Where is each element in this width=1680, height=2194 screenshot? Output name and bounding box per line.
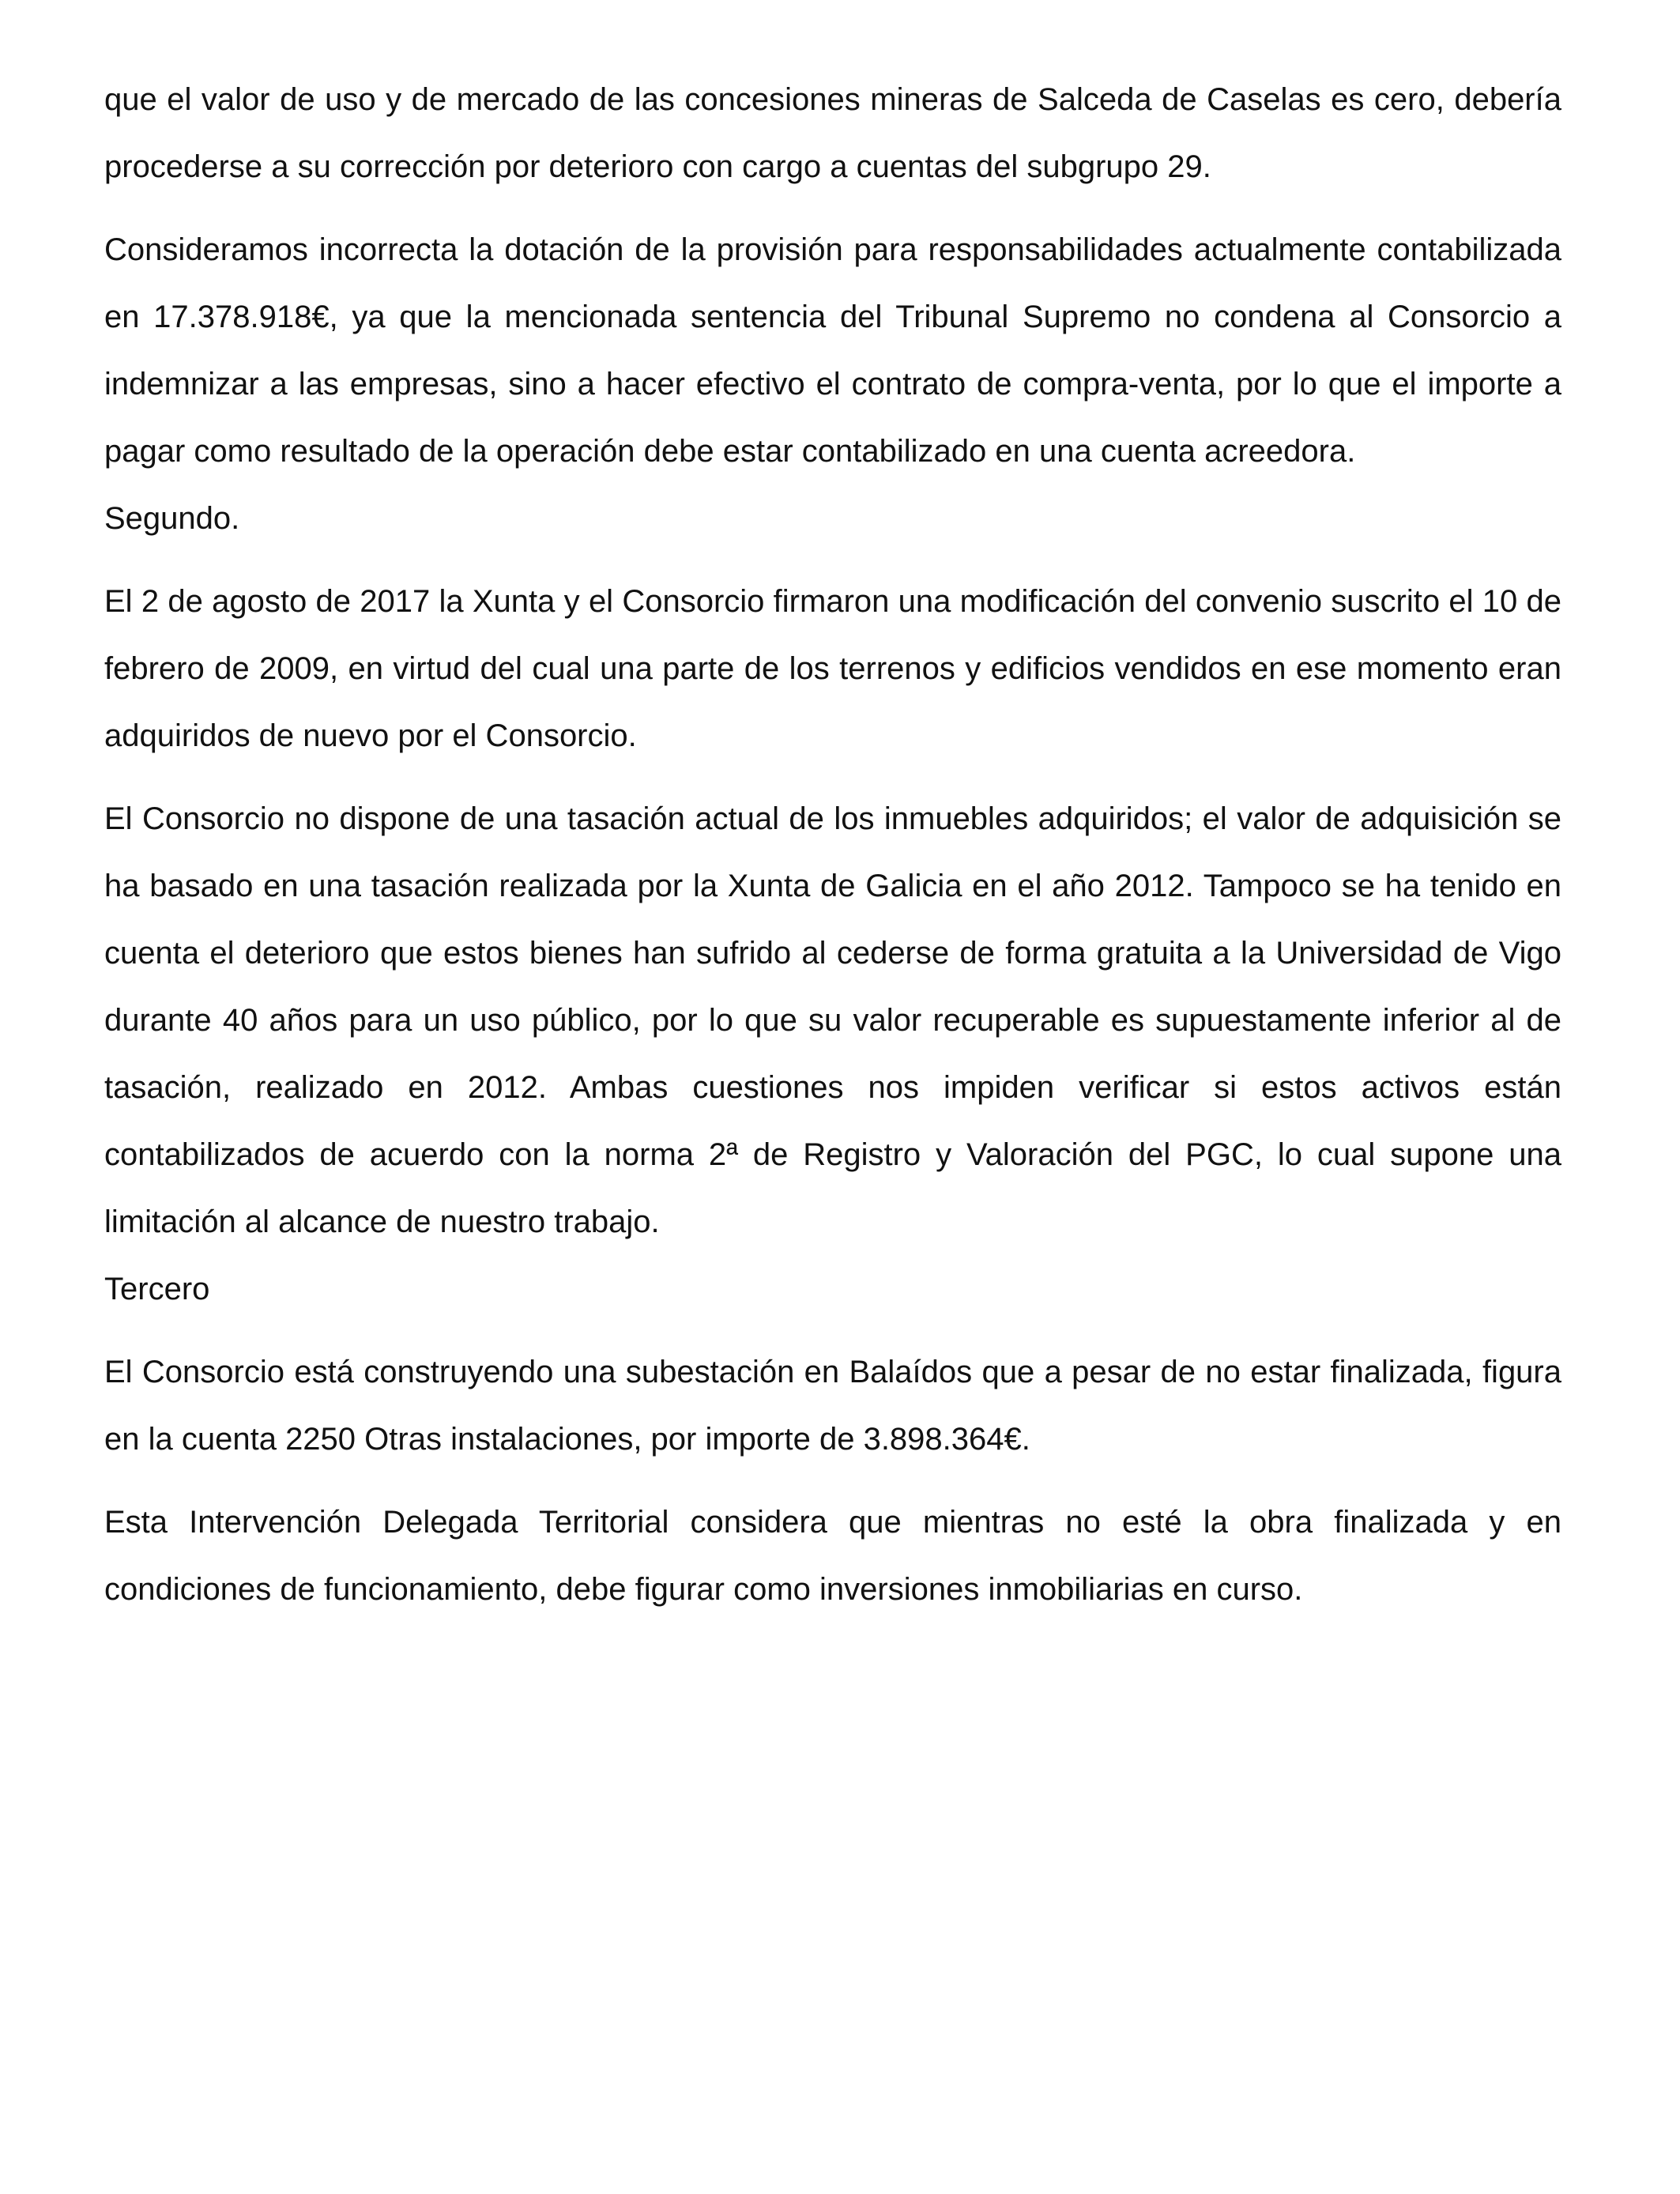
paragraph-provision-responsabilidades: Consideramos incorrecta la dotación de la provisión para responsabilidades actualmente contabilizada en 17.378.918€, ya que la mencionada sentencia del Tribunal Supremo no condena al Consorcio a indemnizar a las empresas, sino a hacer efectivo el contrato de compra-venta, por lo que el importe a pagar como resultado de la operación debe estar contabilizado en una cuenta acreedora. bbox=[104, 232, 1561, 469]
section-heading-segundo: Segundo. bbox=[104, 501, 240, 536]
paragraph-subestacion-balaidos: El Consorcio está construyendo una subestación en Balaídos que a pesar de no estar finalizada, figura en la cuenta 2250 Otras instalaciones, por importe de 3.898.364€. bbox=[104, 1355, 1561, 1457]
paragraph-inversiones-en-curso: Esta Intervención Delegada Territorial considera que mientras no esté la obra finalizada y en condiciones de funcionamiento, debe figurar como inversiones inmobiliarias en curso. bbox=[104, 1505, 1561, 1607]
paragraph-tasacion-inmuebles: El Consorcio no dispone de una tasación actual de los inmuebles adquiridos; el valor de adquisición se ha basado en una tasación realizada por la Xunta de Galicia en el año 2012. Tampoco se ha tenido en cuenta el deterioro que estos bienes han sufrido al cederse de forma gratuita a la Universidad de Vigo durante 40 años para un uso público, por lo que su valor recuperable es supuestamente inferior al de tasación, realizado en 2012. Ambas cuestiones nos impiden verificar si estos activos están contabilizados de acuerdo con la norma 2ª de Registro y Valoración del PGC, lo cual supone una limitación al alcance de nuestro trabajo. bbox=[104, 801, 1561, 1239]
document-page bbox=[104, 66, 1561, 1623]
section-heading-tercero: Tercero bbox=[104, 1272, 210, 1306]
paragraph-concesiones-mineras: que el valor de uso y de mercado de las concesiones mineras de Salceda de Caselas es cero, debería procederse a su corrección por deterioro con cargo a cuentas del subgrupo 29. bbox=[104, 82, 1561, 184]
paragraph-modificacion-convenio: El 2 de agosto de 2017 la Xunta y el Consorcio firmaron una modificación del convenio suscrito el 10 de febrero de 2009, en virtud del cual una parte de los terrenos y edificios vendidos en ese momento eran adquiridos de nuevo por el Consorcio. bbox=[104, 584, 1561, 753]
